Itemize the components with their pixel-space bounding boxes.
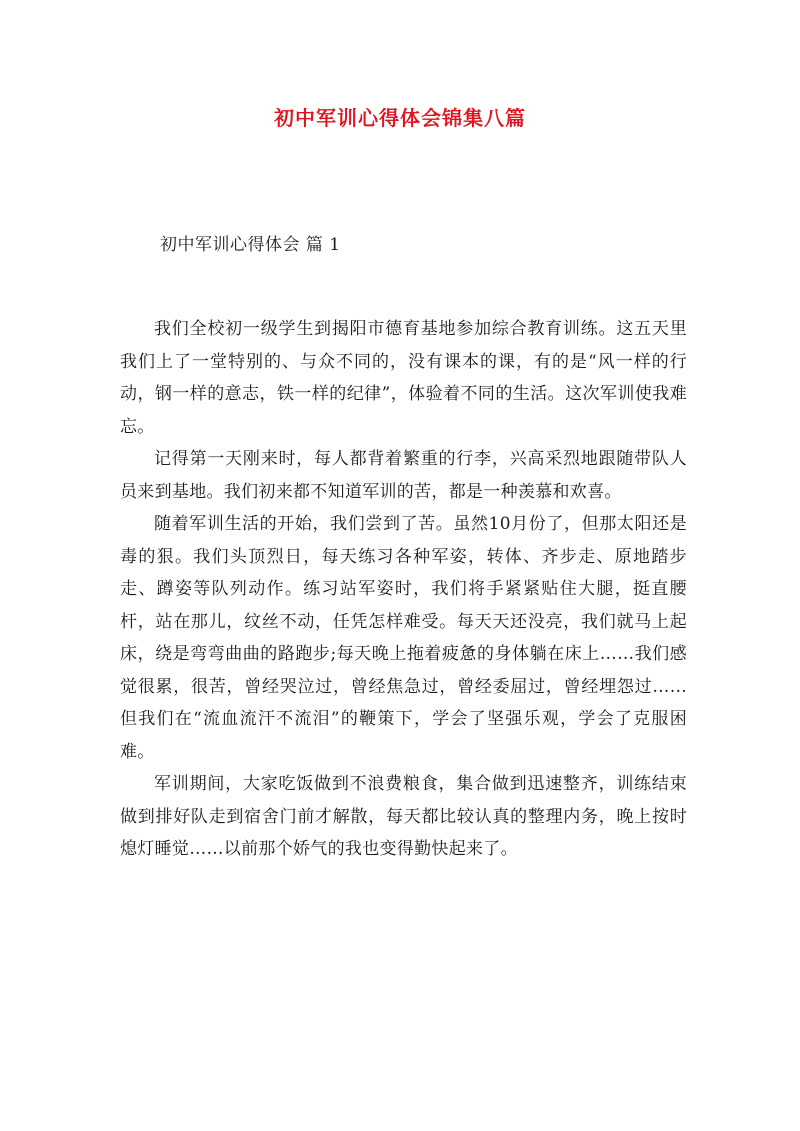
paragraph: 随着军训生活的开始，我们尝到了苦。虽然10月份了，但那太阳还是毒的狠。我们头顶烈日，每天练习各种军姿，转体、齐步走、原地踏步走、蹲姿等队列动作。练习站军姿时，我们将手紧紧贴住大腿，挺直腰杆，站在那儿，纹丝不动，任凭怎样难受。每天天还没亮，我们就马上起床，绕是弯弯曲曲的路跑步;每天晚上拖着疲惫的身体躺在床上……我们感觉很累，很苦，曾经哭泣过，曾经焦急过，曾经委屈过，曾经埋怨过……但我们在“流血流汗不流泪”的鞭策下，学会了坚强乐观，学会了克服困难。	[120, 514, 687, 762]
section-heading: 初中军训心得体会 篇 1	[160, 235, 341, 255]
paragraph: 我们全校初一级学生到揭阳市德育基地参加综合教育训练。这五天里我们上了一堂特别的、与众不同的，没有课本的课，有的是“风一样的行动，钢一样的意志，铁一样的纪律”，体验着不同的生活。这次军训使我难忘。	[120, 319, 687, 437]
body-text	[120, 313, 687, 866]
paragraph: 军训期间，大家吃饭做到不浪费粮食，集合做到迅速整齐，训练结束做到排好队走到宿舍门前才解散，每天都比较认真的整理内务，晚上按时熄灯睡觉……以前那个娇气的我也变得勤快起来了。	[120, 774, 687, 859]
document-title: 初中军训心得体会锦集八篇	[274, 106, 526, 130]
paragraph: 记得第一天刚来时，每人都背着繁重的行李，兴高采烈地跟随带队人员来到基地。我们初来都不知道军训的苦，都是一种羡慕和欢喜。	[120, 449, 687, 502]
